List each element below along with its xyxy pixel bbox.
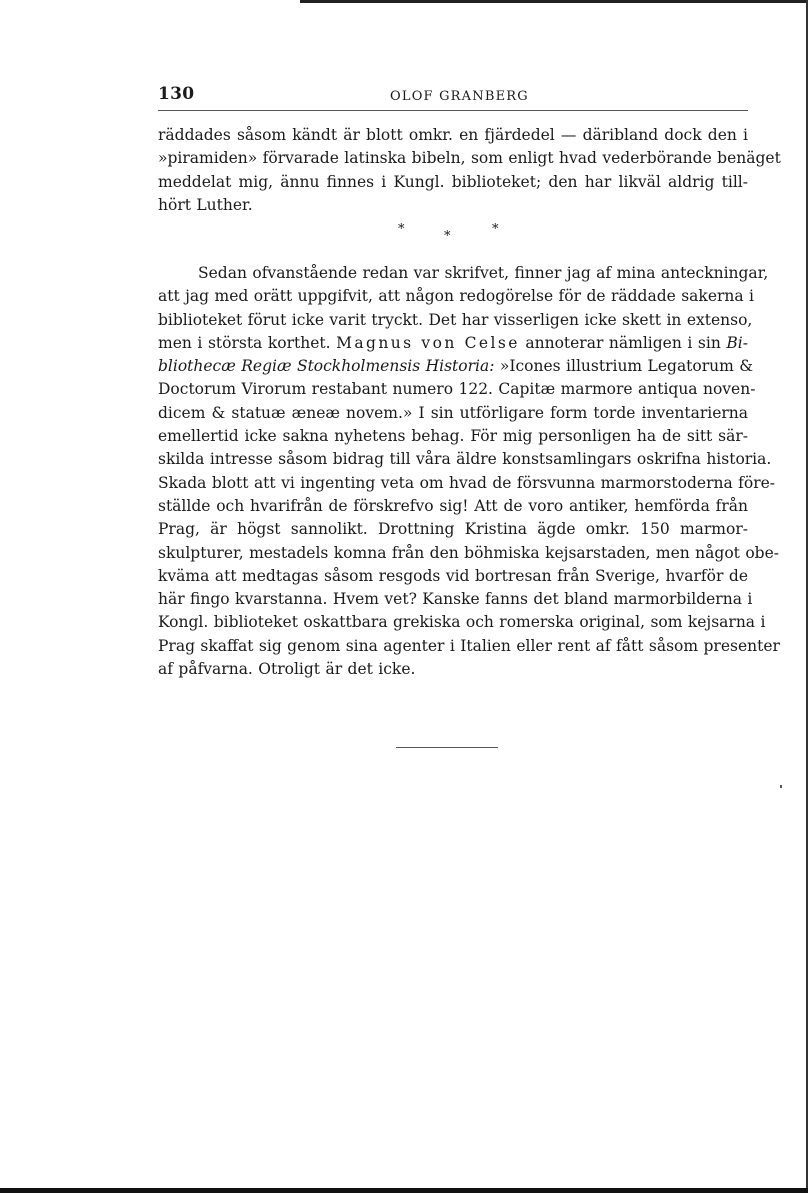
separator-star: * <box>444 229 451 244</box>
text-segment: annoterar nämligen i sin <box>525 333 721 352</box>
separator-star: * <box>492 222 499 237</box>
running-title: OLOF GRANBERG <box>390 89 529 104</box>
paragraph-2 <box>158 262 780 681</box>
text-line <box>158 332 748 355</box>
text-line: biblioteket förut icke varit tryckt. Det har visserligen icke skett in extenso, <box>158 310 753 329</box>
text-line: skulpturer, mestadels komna från den böhmiska kejsarstaden, men något obe- <box>158 543 779 562</box>
text-line: Prag skaffat sig genom sina agenter i Italien eller rent af fått såsom presenter <box>158 636 780 655</box>
text-line: Kongl. biblioteket oskattbara grekiska och romerska original, som kejsarna i <box>158 613 766 632</box>
book-title: bliothecæ Regiæ Stockholmensis Historia: <box>158 357 495 376</box>
section-separator <box>390 222 510 242</box>
text-line: Sedan ofvanstående redan var skrifvet, finner jag af mina anteckningar, <box>198 264 769 282</box>
text-line: räddades såsom kändt är blott omkr. en fjärdedel — däribland dock den i <box>158 126 748 144</box>
text-line: kväma att medtagas såsom resgods vid bortresan från Sverige, hvarför de <box>158 566 748 585</box>
text-line <box>158 355 754 378</box>
text-segment: men i största korthet. <box>158 333 331 352</box>
text-line: att jag med orätt uppgifvit, att någon redogörelse för de räddade sakerna i <box>158 287 755 306</box>
text-line: dicem & statuæ æneæ novem.» I sin utförligare form torde inventarierna <box>158 403 748 422</box>
text-line: här fingo kvarstanna. Hvem vet? Kanske fanns det bland marmorbilderna i <box>158 590 753 609</box>
paragraph-1 <box>158 124 781 217</box>
author-name: Magnus von Celse <box>336 333 520 352</box>
text-line: Doctorum Virorum restabant numero 122. Capitæ marmore antiqua noven- <box>158 380 756 399</box>
scan-speck <box>780 785 782 788</box>
book-title: Bi- <box>726 333 748 352</box>
text-line: af påfvarna. Otroligt är det icke. <box>158 660 416 679</box>
scan-border-bottom <box>0 1188 808 1193</box>
text-line: »piramiden» förvarade latinska bibeln, som enligt hvad vederbörande benäget <box>158 149 781 168</box>
text-line: Skada blott att vi ingenting veta om hvad de försvunna marmorstoderna före- <box>158 473 776 492</box>
text-line: hört Luther. <box>158 195 253 214</box>
text-line: meddelat mig, ännu finnes i Kungl. biblioteket; den har likväl aldrig till- <box>158 172 748 191</box>
text-segment: »Icones illustrium Legatorum & <box>499 357 754 376</box>
text-line: emellertid icke sakna nyhetens behag. För mig personligen ha de sitt sär- <box>158 427 748 446</box>
separator-star: * <box>398 222 405 237</box>
text-line: skilda intresse såsom bidrag till våra äldre konstsamlingars oskrifna historia. <box>158 450 772 469</box>
text-line: ställde och hvarifrån de förskrefvo sig! Att de voro antiker, hemförda från <box>158 496 748 515</box>
page-header <box>158 84 748 111</box>
page-number: 130 <box>158 84 195 104</box>
scan-border-top-gap <box>0 0 300 3</box>
text-line: Prag, är högst sannolikt. Drottning Kristina ägde omkr. 150 marmor- <box>158 520 748 539</box>
end-rule <box>396 747 498 748</box>
